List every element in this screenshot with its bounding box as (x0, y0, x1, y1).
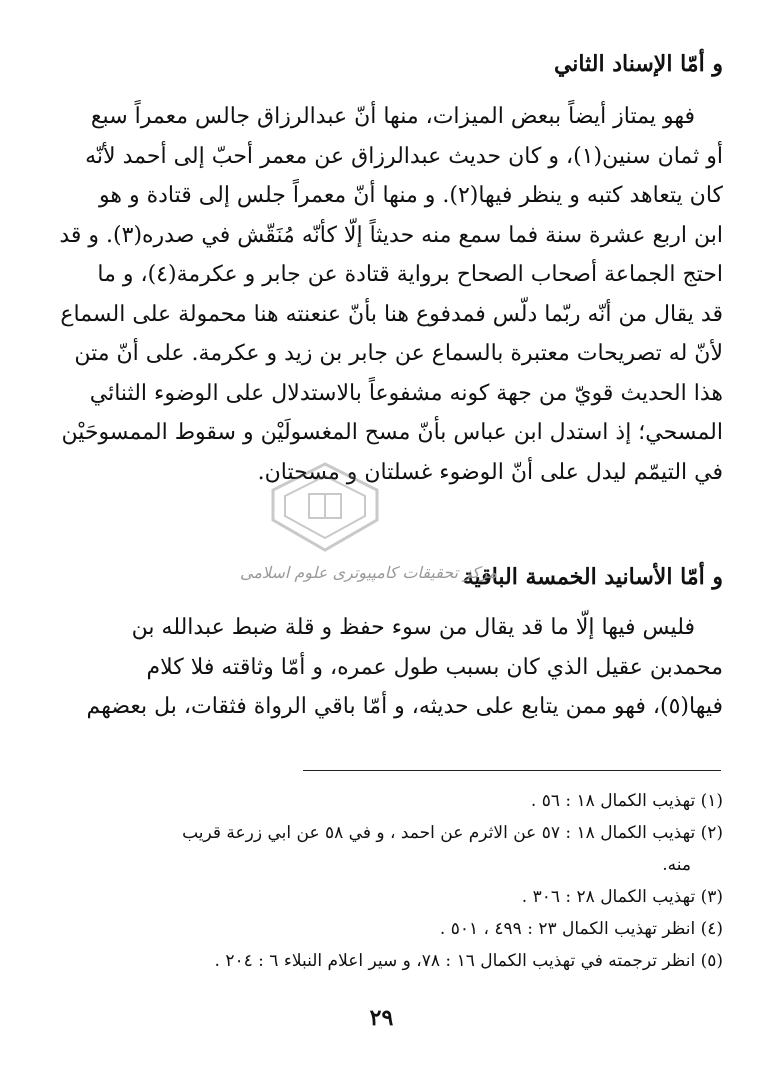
footnote-continuation: منه. (662, 855, 691, 875)
text-line: كان يتعاهد كتبه و ينظر فيها(٢). و منها أنّ معمراً جلس إلى قتادة و هو (99, 183, 723, 208)
text-line: أو ثمان سنين(١)، و كان حديث عبدالرزاق عن معمر أحبّ إلى أحمد لأنّه (85, 143, 723, 169)
text-line: احتج الجماعة أصحاب الصحاح برواية قتادة عن جابر و عكرمة(٤)، و ما (97, 262, 723, 287)
text-line: قد يقال من أنّه ربّما دلّس فمدفوع هنا بأنّ عنعنته هنا محمولة على السماع (60, 301, 723, 327)
footnote: (١) تهذيب الكمال ١٨ : ٥٦ . (530, 791, 723, 811)
paragraph (40, 608, 723, 727)
footnotes (40, 785, 723, 977)
page-number: ٢٩ (369, 1005, 394, 1031)
section-heading: و أمّا الأسانيد الخمسة الباقية (462, 564, 723, 590)
text-line: فهو يمتاز أيضاً ببعض الميزات، منها أنّ عبدالرزاق جالس معمراً سبع (90, 104, 695, 129)
text-line: محمدبن عقيل الذي كان بسبب طول عمره، و أمّا وثاقته فلا كلام (146, 654, 723, 680)
footnote: (٢) تهذيب الكمال ١٨ : ٥٧ عن الاثرم عن احمد ، و في ٥٨ عن ابي زرعة قريب (182, 823, 723, 843)
footnote: (٤) انظر تهذيب الكمال ٢٣ : ٤٩٩ ، ٥٠١ . (439, 919, 723, 939)
text-line: في التيمّم ليدل على أنّ الوضوء غسلتان و مسحتان. (257, 459, 723, 485)
watermark-logo-icon (265, 460, 385, 555)
text-line: هذا الحديث قويّ من جهة كونه مشفوعاً بالاستدلال على الوضوء الثنائي (89, 380, 723, 406)
text-line: فليس فيها إلّا ما قد يقال من سوء حفظ و قلة ضبط عبدالله بن (131, 615, 695, 640)
footnote-divider (303, 770, 721, 771)
footnote: (٥) انظر ترجمته في تهذيب الكمال ١٦ : ٧٨، و سير اعلام النبلاء ٦ : ٢٠٤ . (214, 951, 723, 971)
text-line: ابن اربع عشرة سنة فما سمع منه حديثاً إلّا كأنّه مُنَقّش في صدره(٣). و قد (59, 222, 723, 248)
paragraph (40, 97, 723, 492)
text-line: فيها(٥)، فهو ممن يتابع على حديثه، و أمّا باقي الرواة فثقات، بل بعضهم (86, 694, 723, 719)
footnote: (٣) تهذيب الكمال ٢٨ : ٣٠٦ . (521, 887, 723, 907)
section-heading: و أمّا الإسناد الثاني (553, 51, 723, 77)
text-line: لأنّ له تصريحات معتبرة بالسماع عن جابر بن زيد و عكرمة. على أنّ متن (74, 341, 723, 366)
watermark-text: مرکز تحقیقات کامپیوتری علوم اسلامی (240, 563, 498, 582)
text-line: المسحي؛ إذ استدل ابن عباس بأنّ مسح المغسولَيْن و سقوط الممسوحَيْن (61, 420, 723, 445)
